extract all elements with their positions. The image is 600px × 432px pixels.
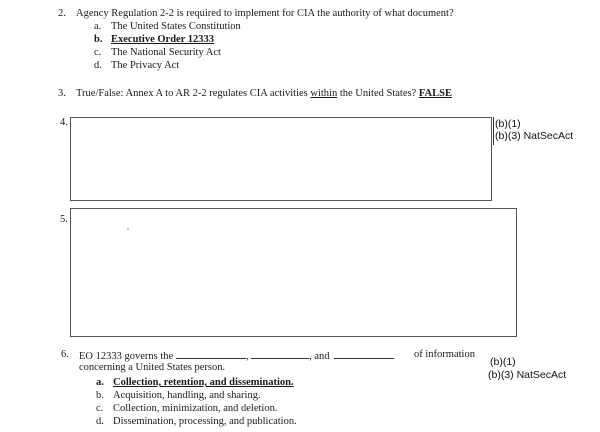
q3-text-underlined: within — [310, 88, 338, 99]
q6-blank-2 — [251, 349, 309, 359]
q6-option-a-answer: Collection, retention, and dissemination. — [113, 377, 294, 388]
q6-redaction-code-1: (b)(1) — [490, 356, 516, 368]
q4-number: 4. — [60, 117, 68, 128]
q2-number: 2. — [58, 8, 66, 19]
q3-question — [76, 88, 452, 99]
q2-option-b-answer: Executive Order 12333 — [111, 34, 215, 45]
q5-redaction-box — [70, 208, 517, 337]
q4-redaction-divider — [493, 117, 494, 145]
q6-number: 6. — [61, 349, 69, 360]
q2-option-a: The United States Constitution — [111, 21, 241, 32]
q2-question: Agency Regulation 2-2 is required to implement for CIA the authority of what document? — [76, 8, 454, 19]
q3-text-before: True/False: Annex A to AR 2-2 regulates CIA activities — [76, 88, 311, 99]
q6-blank-1 — [176, 349, 246, 359]
q6-option-d-letter: d. — [96, 416, 104, 427]
q2-option-c: The National Security Act — [111, 47, 221, 58]
q6-blank-3 — [334, 349, 394, 359]
q6-option-b-letter: b. — [96, 390, 104, 401]
q4-redaction-code-2: (b)(3) NatSecAct — [495, 130, 574, 142]
q2-option-d-letter: d. — [94, 60, 102, 71]
q2-option-a-letter: a. — [94, 21, 102, 32]
q6-question-line1 — [79, 349, 394, 362]
q2-option-b-letter: b. — [94, 34, 103, 45]
q2-option-c-letter: c. — [94, 47, 102, 58]
q6-option-c: Collection, minimization, and deletion. — [113, 403, 278, 414]
scan-speck — [127, 228, 129, 230]
q6-sep-comma: , — [245, 351, 249, 362]
q6-option-a-letter: a. — [96, 377, 104, 388]
q6-sep-and: , and — [309, 351, 330, 362]
q3-answer: FALSE — [418, 88, 452, 99]
q4-redaction-box — [70, 117, 492, 201]
q6-option-c-letter: c. — [96, 403, 104, 414]
q5-number: 5. — [60, 214, 68, 225]
q6-option-d: Dissemination, processing, and publication. — [113, 416, 297, 427]
q6-redaction-code-2: (b)(3) NatSecAct — [488, 369, 567, 381]
q4-redaction-code-1: (b)(1) — [495, 118, 521, 130]
q3-number: 3. — [58, 88, 66, 99]
q6-text-start: EO 12333 governs the — [79, 351, 174, 362]
q6-text-end: of information — [414, 349, 475, 360]
q2-option-d: The Privacy Act — [111, 60, 180, 71]
q6-option-b: Acquisition, handling, and sharing. — [113, 390, 261, 401]
q3-text-after: the United States? — [337, 88, 419, 99]
q6-question-line2: concerning a United States person. — [79, 362, 226, 373]
